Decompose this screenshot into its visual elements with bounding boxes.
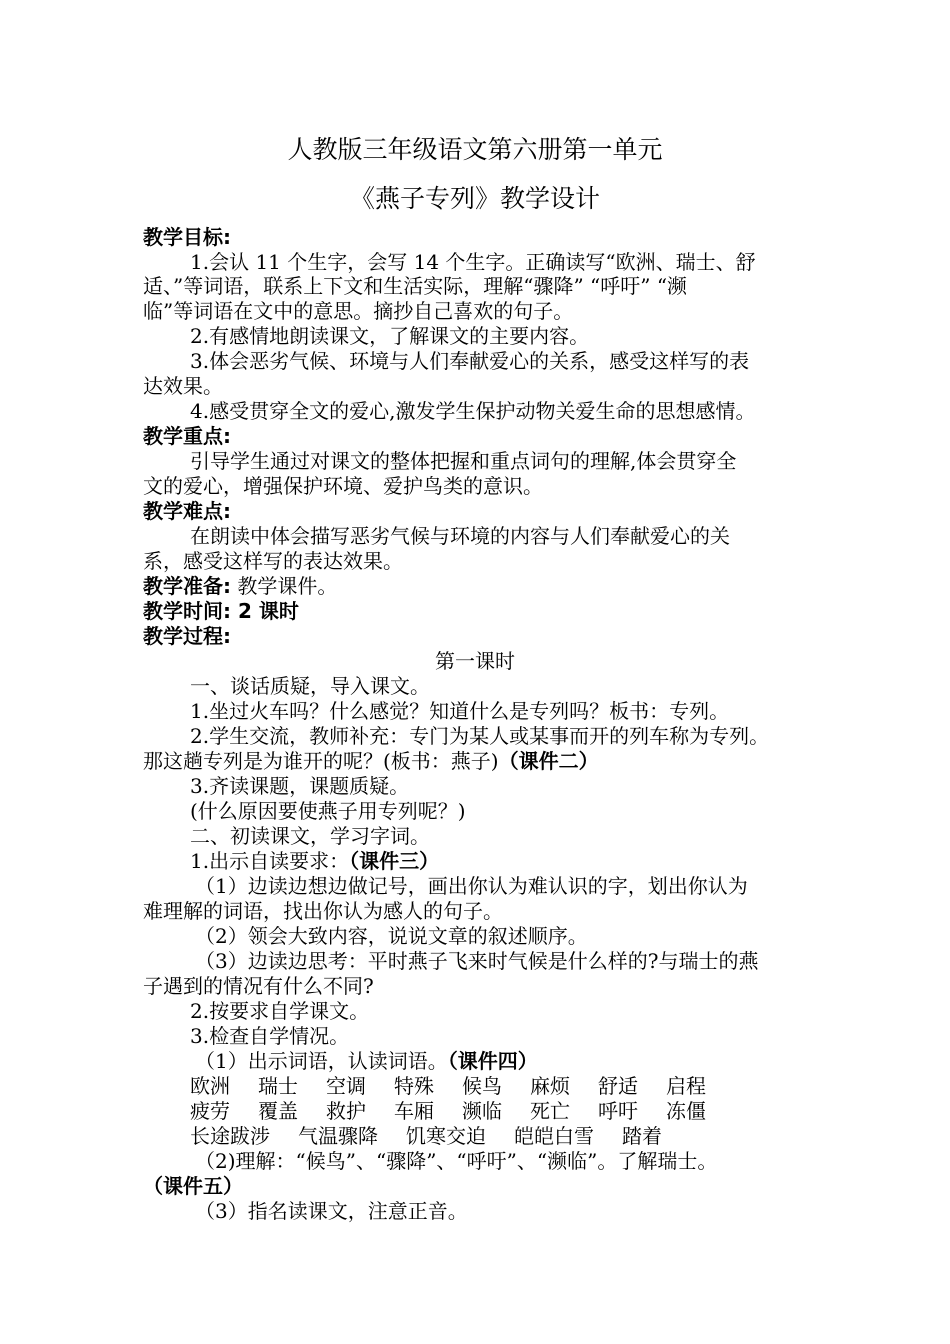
vocabulary-word: 覆盖 — [258, 1099, 298, 1123]
vocabulary-word: 空调 — [326, 1074, 366, 1098]
objective-line: 3.体会恶劣气候、环境与人们奉献爱心的关系，感受这样写的表 — [190, 349, 750, 373]
process-heading: 教学过程: — [143, 624, 231, 648]
step-line: 3.检查自学情况。 — [190, 1024, 350, 1048]
requirement-line: （3）边读边思考：平时燕子飞来时气候是什么样的?与瑞士的燕 — [195, 949, 759, 973]
vocabulary-word: 长途跋涉 — [190, 1124, 270, 1148]
vocabulary-row — [190, 1074, 870, 1099]
courseware-tag: （课件三） — [349, 849, 440, 873]
preparation-label: 教学准备: — [143, 574, 231, 598]
time-line: 教学时间: 2 课时 — [143, 599, 299, 623]
vocabulary-word: 呼吁 — [598, 1099, 638, 1123]
check-line — [195, 1049, 875, 1074]
vocabulary-word: 车厢 — [394, 1099, 434, 1123]
step-line: 1.坐过火车吗？什么感觉？知道什么是专列吗？板书：专列。 — [190, 699, 730, 723]
vocabulary-word: 候鸟 — [462, 1074, 502, 1098]
vocabulary-word: 特殊 — [394, 1074, 434, 1098]
vocabulary-word: 疲劳 — [190, 1099, 230, 1123]
step-text: 1.出示自读要求： — [190, 849, 350, 873]
step-line: 2.学生交流，教师补充：专门为某人或某事而开的列车称为专列。 — [190, 724, 770, 748]
vocabulary-word: 瑞士 — [258, 1074, 298, 1098]
courseware-tag: （课件五） — [143, 1174, 243, 1198]
step-line — [190, 849, 870, 874]
objective-line: 临”等词语在文中的意思。摘抄自己喜欢的句子。 — [143, 299, 574, 323]
vocabulary-word: 死亡 — [530, 1099, 570, 1123]
requirement-line: 难理解的词语，找出你认为感人的句子。 — [143, 899, 503, 923]
vocabulary-word: 气温骤降 — [298, 1124, 378, 1148]
vocabulary-word: 启程 — [666, 1074, 706, 1098]
objective-line: 适、”等词语，联系上下文和生活实际，理解“骤降” “呼吁” “濒 — [143, 274, 688, 298]
objective-line: 1.会认 11 个生字，会写 14 个生字。正确读写“欧洲、瑞士、舒 — [190, 250, 756, 274]
difficulties-line: 在朗读中体会描写恶劣气候与环境的内容与人们奉献爱心的关 — [190, 524, 730, 548]
step-heading: 一、谈话质疑，导入课文。 — [190, 674, 430, 698]
objective-line: 2.有感情地朗读课文，了解课文的主要内容。 — [190, 324, 590, 348]
vocabulary-word: 踏着 — [622, 1124, 662, 1148]
requirement-line: （1）边读边想边做记号，画出你认为难认识的字，划出你认为 — [195, 874, 748, 898]
step-line: 2.按要求自学课文。 — [190, 999, 370, 1023]
objective-line: 4.感受贯穿全文的爱心,激发学生保护动物关爱生命的思想感情。 — [190, 399, 756, 423]
vocabulary-word: 欧洲 — [190, 1074, 230, 1098]
courseware-tag: （课件二） — [498, 749, 599, 773]
preparation-value: 教学课件。 — [231, 574, 338, 598]
vocabulary-word: 救护 — [326, 1099, 366, 1123]
step-text: 那这趟专列是为谁开的呢？(板书：燕子) — [143, 749, 499, 773]
objectives-heading: 教学目标: — [143, 225, 231, 249]
document-subtitle: 《燕子专列》教学设计 — [349, 184, 600, 213]
vocabulary-word: 饥寒交迫 — [406, 1124, 486, 1148]
vocabulary-row — [190, 1124, 870, 1149]
period-title: 第一课时 — [435, 649, 515, 673]
document-title: 人教版三年级语文第六册第一单元 — [287, 135, 663, 164]
vocabulary-word: 皑皑白雪 — [514, 1124, 594, 1148]
vocabulary-word: 冻僵 — [666, 1099, 706, 1123]
key-points-heading: 教学重点: — [143, 424, 231, 448]
objective-line: 达效果。 — [143, 374, 223, 398]
key-points-line: 文的爱心，增强保护环境、爱护鸟类的意识。 — [143, 474, 543, 498]
key-points-line: 引导学生通过对课文的整体把握和重点词句的理解,体会贯穿全 — [190, 449, 737, 473]
check-text: （1）出示词语，认读词语。 — [195, 1049, 448, 1073]
step-line — [143, 749, 823, 774]
step-line: 3.齐读课题，课题质疑。 — [190, 774, 410, 798]
check-line: （3）指名读课文，注意正音。 — [195, 1199, 468, 1223]
difficulties-line: 系，感受这样写的表达效果。 — [143, 549, 403, 573]
check-line: （2)理解：“候鸟”、“骤降”、“呼吁”、“濒临”。了解瑞士。 — [195, 1149, 718, 1173]
preparation-line — [143, 574, 823, 599]
requirement-line: （2）领会大致内容，说说文章的叙述顺序。 — [195, 924, 588, 948]
step-heading: 二、初读课文，学习字词。 — [190, 824, 430, 848]
requirement-line: 子遇到的情况有什么不同? — [143, 974, 374, 998]
vocabulary-word: 麻烦 — [530, 1074, 570, 1098]
difficulties-heading: 教学难点: — [143, 499, 231, 523]
vocabulary-word: 舒适 — [598, 1074, 638, 1098]
step-line: (什么原因要使燕子用专列呢？) — [190, 799, 466, 823]
vocabulary-word: 濒临 — [462, 1099, 502, 1123]
courseware-tag: （课件四） — [447, 1049, 538, 1073]
vocabulary-row — [190, 1099, 870, 1124]
